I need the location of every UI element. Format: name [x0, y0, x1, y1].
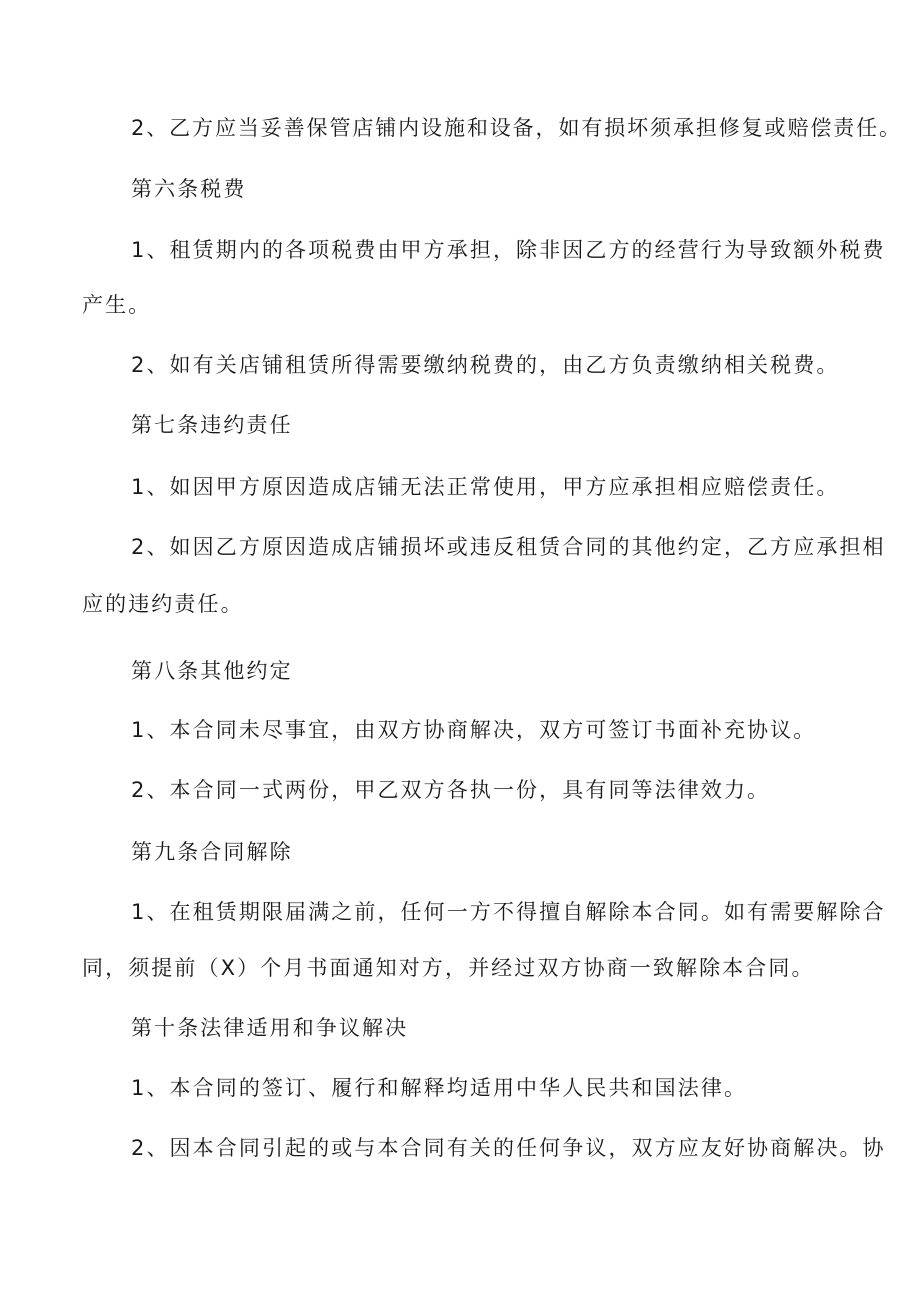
clause-7-item-1-text: 1、如因甲方原因造成店铺无法正常使用，甲方应承担相应赔偿责任。 [131, 475, 840, 499]
section-heading-9: 第九条合同解除 [131, 840, 293, 864]
clause-9-item-1-continuation: 同，须提前（X）个月书面通知对方，并经过双方协商一致解除本合同。 [82, 956, 815, 980]
section-heading-10: 第十条法律适用和争议解决 [131, 1016, 409, 1040]
clause-8-item-1-text: 1、本合同未尽事宜，由双方协商解决，双方可签订书面补充协议。 [131, 718, 817, 742]
section-heading-6: 第六条税费 [131, 177, 247, 201]
clause-8-item-2-text: 2、本合同一式两份，甲乙双方各执一份，具有同等法律效力。 [131, 778, 771, 802]
clause-10-item-1-text: 1、本合同的签订、履行和解释均适用中华人民共和国法律。 [131, 1076, 748, 1100]
section-heading-7: 第七条违约责任 [131, 413, 293, 437]
clause-6-item-1-text: 1、租赁期内的各项税费由甲方承担，除非因乙方的经营行为导致额外税费 [131, 238, 886, 262]
clause-10-item-2-text: 2、因本合同引起的或与本合同有关的任何争议，双方应友好协商解决。协 [131, 1136, 886, 1160]
clause-5-item-2-text: 2、乙方应当妥善保管店铺内设施和设备，如有损坏须承担修复或赔偿责任。 [131, 116, 902, 140]
clause-7-item-2-continuation: 应的违约责任。 [82, 592, 244, 616]
section-heading-8: 第八条其他约定 [131, 659, 293, 683]
clause-7-item-2-text: 2、如因乙方原因造成店铺损坏或违反租赁合同的其他约定，乙方应承担相 [131, 535, 886, 559]
clause-9-item-1-text: 1、在租赁期限届满之前，任何一方不得擅自解除本合同。如有需要解除合 [131, 900, 886, 924]
clause-6-item-1-continuation: 产生。 [82, 293, 152, 317]
clause-6-item-2-text: 2、如有关店铺租赁所得需要缴纳税费的，由乙方负责缴纳相关税费。 [131, 353, 840, 377]
